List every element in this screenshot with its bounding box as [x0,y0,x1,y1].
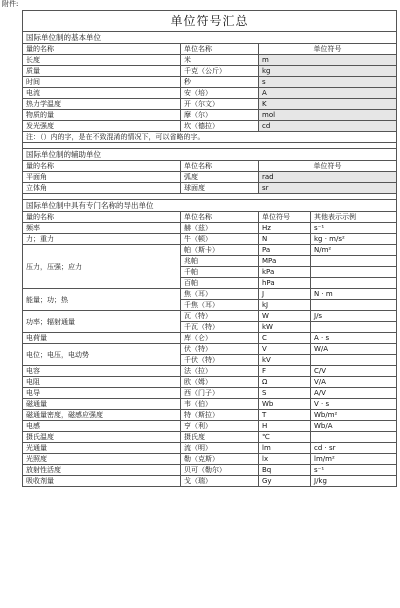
unit-name-cell: 千焦（耳） [181,300,259,311]
unit-symbol-cell: lm [259,443,311,454]
example-cell: cd · sr [311,443,397,454]
quantity-cell: 发光强度 [23,121,181,132]
example-cell: V/A [311,377,397,388]
unit-name-cell: 百帕 [181,278,259,289]
unit-name-cell: 千帕 [181,267,259,278]
table-row [23,223,397,234]
example-cell: Wb/A [311,421,397,432]
quantity-cell: 力；重力 [23,234,181,245]
unit-symbol-table [22,10,397,487]
quantity-cell: 电荷量 [23,333,181,344]
quantity-cell: 放射性活度 [23,465,181,476]
example-cell: J/s [311,311,397,322]
header-quantity: 量的名称 [23,44,181,55]
unit-symbol-cell: kW [259,322,311,333]
example-cell [311,278,397,289]
header-unit-symbol: 单位符号 [259,161,397,172]
unit-name-cell: 勒（克斯） [181,454,259,465]
example-cell [311,300,397,311]
unit-name-cell: 米 [181,55,259,66]
quantity-cell: 平面角 [23,172,181,183]
example-cell: C/V [311,366,397,377]
unit-symbol-cell: kJ [259,300,311,311]
unit-symbol-cell: Pa [259,245,311,256]
header-unit-symbol: 单位符号 [259,44,397,55]
unit-name-cell: 库（仑） [181,333,259,344]
quantity-cell: 吸收剂量 [23,476,181,487]
unit-symbol-cell: kg [259,66,397,77]
table-row [23,399,397,410]
quantity-cell: 电导 [23,388,181,399]
table-row [23,289,397,300]
unit-symbol-cell: ℃ [259,432,311,443]
unit-symbol-cell: Ω [259,377,311,388]
quantity-cell: 磁通量 [23,399,181,410]
section-heading-base: 国际单位制的基本单位 [23,32,397,44]
section-heading-derived: 国际单位制中具有专门名称的导出单位 [23,200,397,212]
table-row [23,476,397,487]
quantity-cell: 长度 [23,55,181,66]
unit-symbol-cell: K [259,99,397,110]
example-cell: A/V [311,388,397,399]
unit-name-cell: 开（尔文） [181,99,259,110]
table-row [23,110,397,121]
example-cell: W/A [311,344,397,355]
table-row [23,366,397,377]
example-cell [311,355,397,366]
unit-symbol-cell: Bq [259,465,311,476]
table-row [23,388,397,399]
unit-symbol-cell: sr [259,183,397,194]
quantity-cell: 光通量 [23,443,181,454]
example-cell: kg · m/s² [311,234,397,245]
table-row [23,88,397,99]
quantity-cell: 频率 [23,223,181,234]
unit-name-cell: 赫（兹） [181,223,259,234]
unit-symbol-cell: kPa [259,267,311,278]
unit-symbol-cell: m [259,55,397,66]
example-cell [311,256,397,267]
example-cell: s⁻¹ [311,223,397,234]
table-row [23,432,397,443]
unit-name-cell: 球面度 [181,183,259,194]
example-cell: Wb/m² [311,410,397,421]
unit-name-cell: 牛（顿） [181,234,259,245]
quantity-cell: 热力学温度 [23,99,181,110]
quantity-cell: 磁通量密度，磁感应强度 [23,410,181,421]
header-unit-name: 单位名称 [181,161,259,172]
unit-name-cell: 千伏（特） [181,355,259,366]
example-cell [311,322,397,333]
unit-symbol-cell: s [259,77,397,88]
unit-symbol-cell: kV [259,355,311,366]
unit-name-cell: 兆帕 [181,256,259,267]
table-row [23,454,397,465]
unit-name-cell: 欧（姆） [181,377,259,388]
unit-name-cell: 戈（瑞） [181,476,259,487]
unit-symbol-cell: cd [259,121,397,132]
example-cell [311,267,397,278]
unit-symbol-cell: W [259,311,311,322]
unit-symbol-cell: V [259,344,311,355]
example-cell: J/kg [311,476,397,487]
unit-name-cell: 坎（德拉） [181,121,259,132]
unit-name-cell: 秒 [181,77,259,88]
base-units-note: 注：（）内的字，是在不致混淆的情况下，可以省略的字。 [23,132,397,143]
table-row [23,99,397,110]
unit-name-cell: 帕（斯卡） [181,245,259,256]
unit-name-cell: 特（斯拉） [181,410,259,421]
header-quantity: 量的名称 [23,161,181,172]
attachment-label: 附件: [2,0,19,8]
example-cell: V · s [311,399,397,410]
unit-symbol-cell: C [259,333,311,344]
quantity-cell: 光照度 [23,454,181,465]
table-row [23,421,397,432]
example-cell: lm/m² [311,454,397,465]
quantity-cell: 物质的量 [23,110,181,121]
unit-symbol-cell: J [259,289,311,300]
unit-name-cell: 安（培） [181,88,259,99]
unit-symbol-cell: A [259,88,397,99]
header-other-examples: 其他表示示例 [311,212,397,223]
quantity-cell: 时间 [23,77,181,88]
table-row [23,245,397,256]
example-cell [311,432,397,443]
unit-name-cell: 千克（公斤） [181,66,259,77]
unit-name-cell: 焦（耳） [181,289,259,300]
unit-name-cell: 千瓦（特） [181,322,259,333]
unit-symbol-cell: H [259,421,311,432]
header-unit-symbol: 单位符号 [259,212,311,223]
example-cell: s⁻¹ [311,465,397,476]
unit-symbol-cell: hPa [259,278,311,289]
unit-symbol-cell: lx [259,454,311,465]
table-row [23,344,397,355]
unit-symbol-cell: Hz [259,223,311,234]
table-row [23,55,397,66]
unit-symbol-cell: T [259,410,311,421]
quantity-cell: 摄氏温度 [23,432,181,443]
quantity-cell: 能量；功；热 [23,289,181,311]
table-row [23,77,397,88]
document-title: 单位符号汇总 [23,11,397,32]
unit-name-cell: 伏（特） [181,344,259,355]
unit-symbol-cell: Wb [259,399,311,410]
unit-symbol-cell: S [259,388,311,399]
unit-name-cell: 贝可（勒尔） [181,465,259,476]
quantity-cell: 电阻 [23,377,181,388]
table-header-row [23,44,397,55]
example-cell: A · s [311,333,397,344]
unit-name-cell: 弧度 [181,172,259,183]
unit-symbol-cell: F [259,366,311,377]
table-row [23,410,397,421]
table-row [23,66,397,77]
table-row [23,333,397,344]
unit-name-cell: 西（门子） [181,388,259,399]
table-row [23,311,397,322]
header-quantity: 量的名称 [23,212,181,223]
quantity-cell: 电感 [23,421,181,432]
unit-name-cell: 韦（伯） [181,399,259,410]
section-heading-supplementary: 国际单位制的辅助单位 [23,149,397,161]
unit-symbol-cell: rad [259,172,397,183]
example-cell: N/m² [311,245,397,256]
table-row [23,234,397,245]
table-row [23,172,397,183]
header-unit-name: 单位名称 [181,44,259,55]
unit-symbol-cell: Gy [259,476,311,487]
unit-name-cell: 瓦（特） [181,311,259,322]
unit-name-cell: 法（拉） [181,366,259,377]
unit-symbol-cell: mol [259,110,397,121]
unit-name-cell: 流（明） [181,443,259,454]
quantity-cell: 质量 [23,66,181,77]
table-header-row [23,212,397,223]
table-header-row [23,161,397,172]
quantity-cell: 电容 [23,366,181,377]
table-row [23,443,397,454]
quantity-cell: 电流 [23,88,181,99]
header-unit-name: 单位名称 [181,212,259,223]
unit-name-cell: 摄氏度 [181,432,259,443]
table-row [23,465,397,476]
quantity-cell: 压力，压强；应力 [23,245,181,289]
unit-symbol-cell: MPa [259,256,311,267]
example-cell: N · m [311,289,397,300]
quantity-cell: 功率；辐射通量 [23,311,181,333]
table-row [23,183,397,194]
unit-name-cell: 亨（利） [181,421,259,432]
unit-name-cell: 摩（尔） [181,110,259,121]
table-row [23,377,397,388]
table-row [23,121,397,132]
quantity-cell: 立体角 [23,183,181,194]
unit-symbol-cell: N [259,234,311,245]
quantity-cell: 电位；电压，电动势 [23,344,181,366]
